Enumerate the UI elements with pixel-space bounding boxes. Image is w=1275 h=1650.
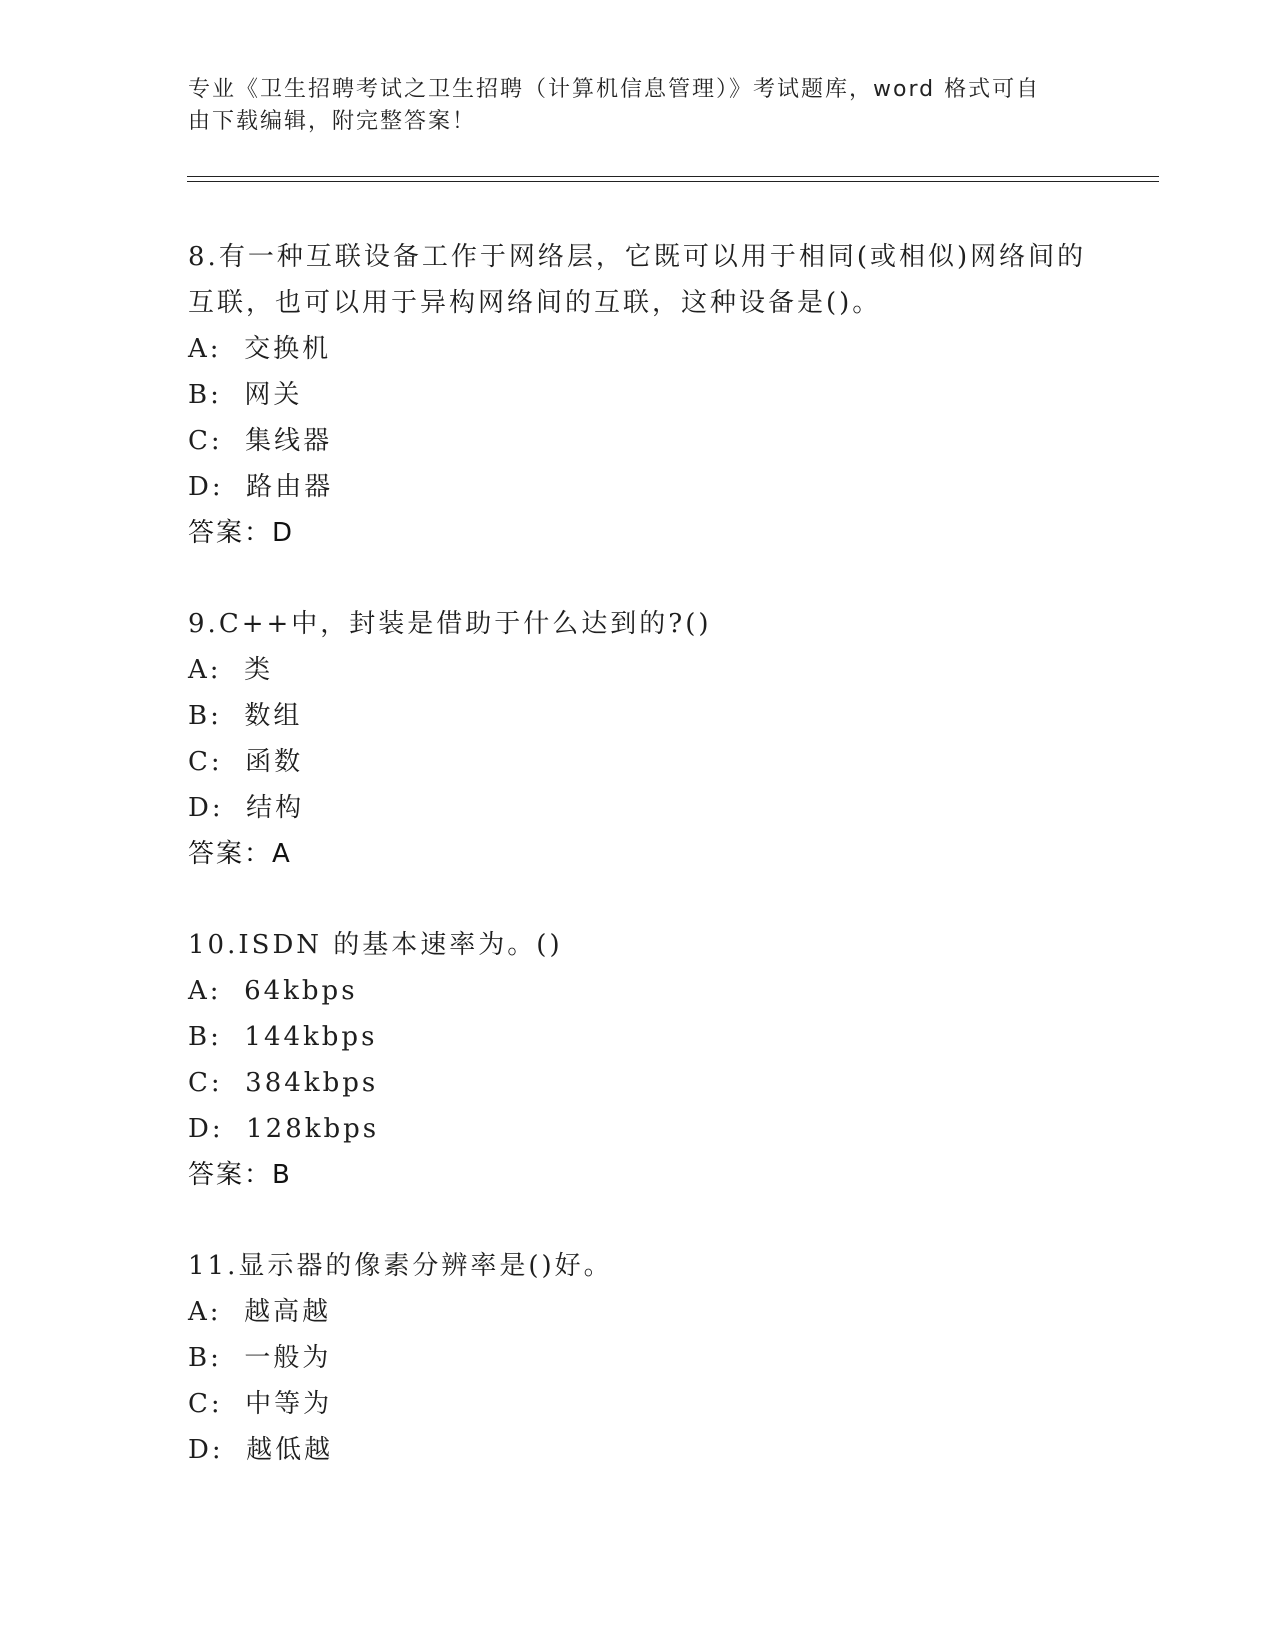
question-number: 8. bbox=[188, 242, 219, 272]
question-number: 9. bbox=[188, 609, 219, 639]
option-a: A: 越高越 bbox=[188, 1297, 332, 1327]
question-number: 11. bbox=[188, 1251, 239, 1281]
option-b: B: 数组 bbox=[188, 701, 303, 731]
question-text bbox=[188, 234, 1088, 326]
option-a: A: 交换机 bbox=[188, 334, 332, 364]
answer-line: 答案：B bbox=[188, 1160, 292, 1190]
question-10 bbox=[188, 922, 1088, 1198]
question-text bbox=[188, 922, 1088, 968]
option-c: C: 中等为 bbox=[188, 1389, 333, 1419]
option-b: B: 一般为 bbox=[188, 1343, 332, 1373]
question-list bbox=[188, 234, 1088, 1518]
header-divider-top bbox=[187, 176, 1159, 177]
question-number: 10. bbox=[188, 930, 239, 960]
option-d: D: 结构 bbox=[188, 793, 305, 823]
question-stem: C++中，封装是借助于什么达到的?() bbox=[218, 609, 712, 639]
question-8 bbox=[188, 234, 1088, 556]
header-line-1: 专业《卫生招聘考试之卫生招聘（计算机信息管理）》考试题库，word 格式可自 bbox=[188, 77, 1041, 102]
question-stem: 有一种互联设备工作于网络层，它既可以用于相同(或相似)网络间的互联，也可以用于异构网络间的互联，这种设备是()。 bbox=[188, 242, 1087, 318]
header-divider-bottom bbox=[187, 181, 1159, 182]
question-11 bbox=[188, 1243, 1088, 1473]
header-line-2: 由下载编辑，附完整答案！ bbox=[188, 109, 477, 134]
option-d: D: 越低越 bbox=[188, 1435, 334, 1465]
question-stem: ISDN 的基本速率为。() bbox=[238, 930, 563, 960]
question-text bbox=[188, 601, 1088, 647]
option-b: B: 网关 bbox=[188, 380, 303, 410]
option-c: C: 384kbps bbox=[188, 1068, 379, 1098]
document-header bbox=[188, 74, 1068, 138]
option-a: A: 64kbps bbox=[188, 976, 358, 1006]
answer-line: 答案：D bbox=[188, 518, 295, 548]
option-b: B: 144kbps bbox=[188, 1022, 378, 1052]
question-9 bbox=[188, 601, 1088, 877]
question-stem: 显示器的像素分辨率是()好。 bbox=[238, 1251, 613, 1281]
option-c: C: 集线器 bbox=[188, 426, 333, 456]
option-a: A: 类 bbox=[188, 655, 274, 685]
option-c: C: 函数 bbox=[188, 747, 304, 777]
answer-line: 答案：A bbox=[188, 839, 292, 869]
option-d: D: 128kbps bbox=[188, 1114, 380, 1144]
question-text bbox=[188, 1243, 1088, 1289]
option-d: D: 路由器 bbox=[188, 472, 334, 502]
